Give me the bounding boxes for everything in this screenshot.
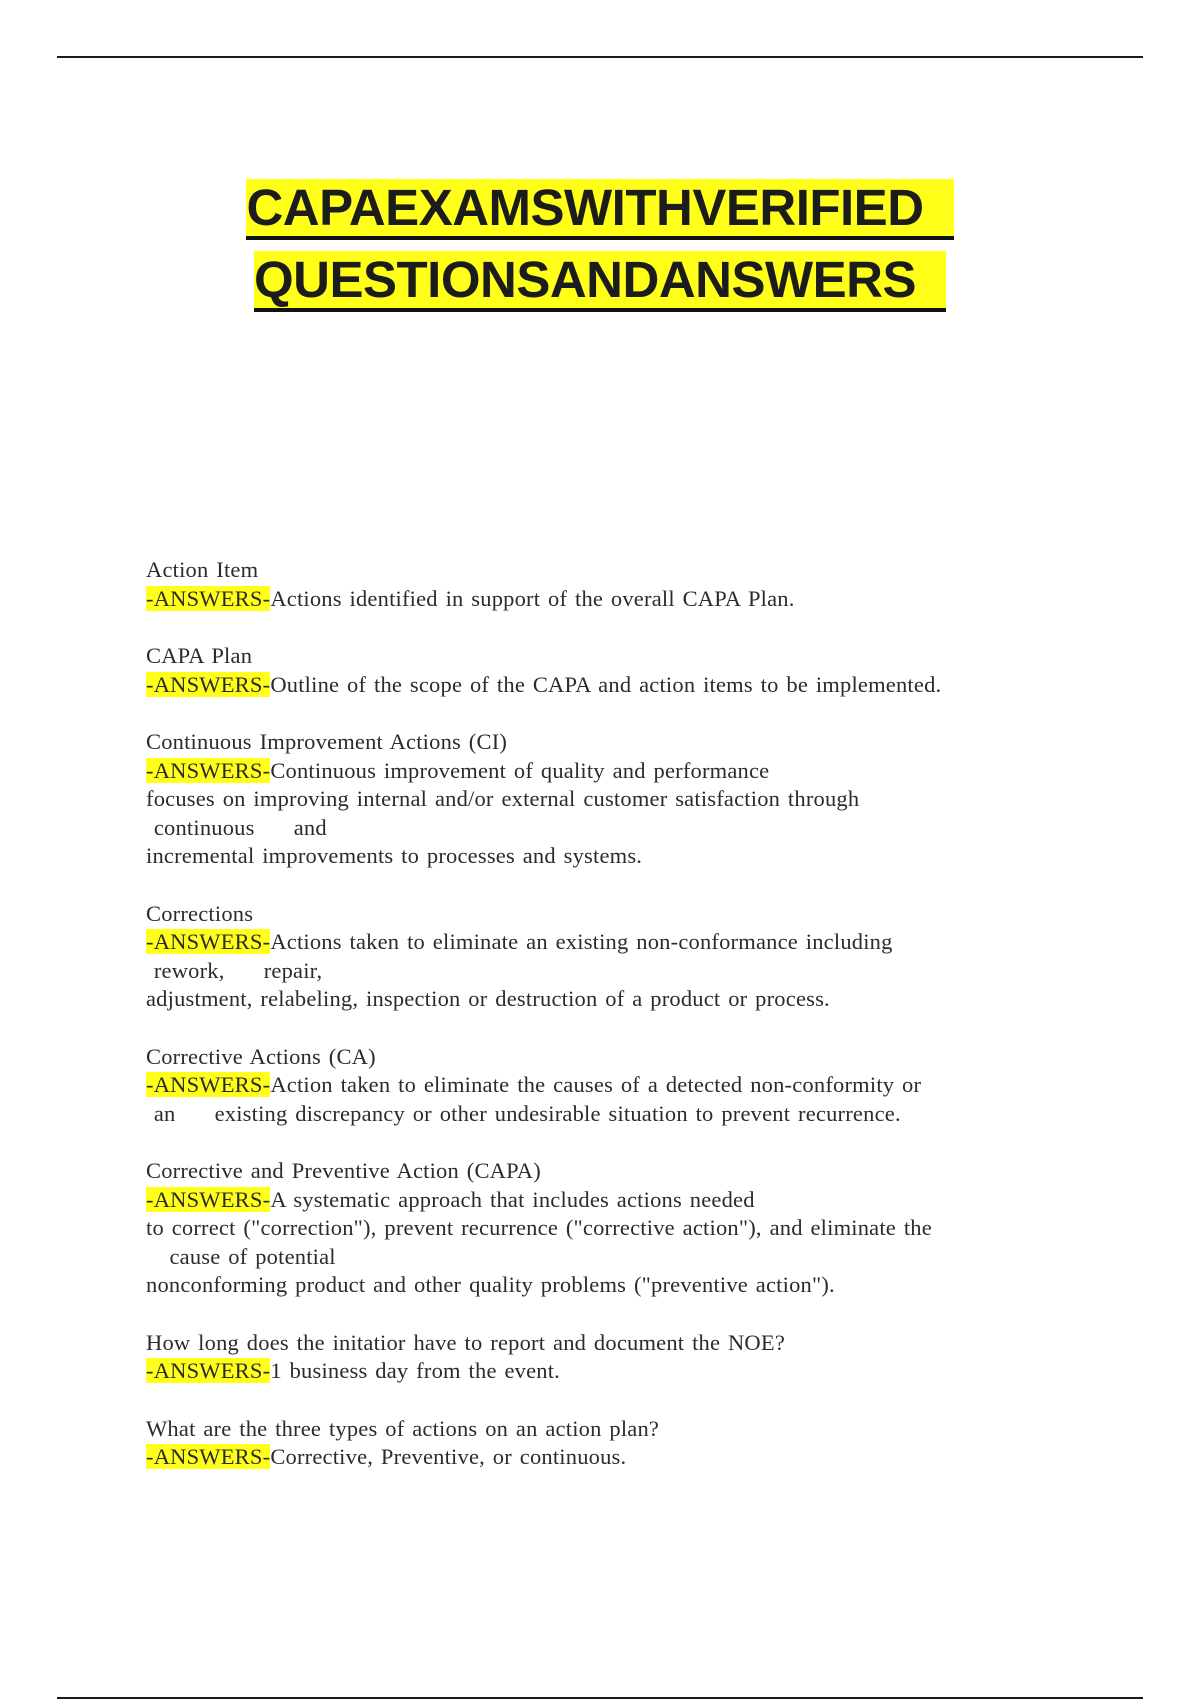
question-text: How long does the initatior have to report and document the NOE? (146, 1329, 786, 1355)
answer-tag: -ANSWERS- (146, 585, 271, 611)
answer-tag: -ANSWERS- (146, 1444, 271, 1469)
answer-first-line (146, 1443, 1086, 1472)
answer-continuation-line: adjustment, relabeling, inspection or destruction of a product or process. (146, 986, 830, 1011)
answer-tag: -ANSWERS- (146, 1186, 271, 1212)
answer-text: Actions identified in support of the overall CAPA Plan. (270, 585, 795, 611)
answer-first-line (146, 1357, 1086, 1386)
title-line-2-text: QUESTIONSANDANSWERS (254, 251, 946, 312)
answer-tag: -ANSWERS- (146, 1072, 271, 1097)
answer-text: Outline of the scope of the CAPA and action items to be implemented. (270, 671, 942, 697)
answer-continuation-line: to correct ("correction"), prevent recurrence ("corrective action"), and eliminate the (146, 1215, 932, 1240)
qa-item (146, 1329, 1086, 1386)
qa-item (146, 1157, 1086, 1300)
qa-list (146, 556, 1086, 1501)
answer-first-line (146, 585, 1086, 614)
answer-first-line (146, 928, 1086, 957)
answer-text: A systematic approach that includes actions needed (270, 1186, 755, 1212)
question-text: Corrective Actions (CA) (146, 1043, 376, 1069)
answer-text: Corrective, Preventive, or continuous. (270, 1444, 627, 1469)
answer-continuation-line: continuous and (146, 814, 327, 840)
qa-item (146, 1043, 1086, 1129)
answer-tag: -ANSWERS- (146, 671, 271, 697)
answer-tag: -ANSWERS- (146, 1358, 271, 1383)
answer-first-line (146, 1071, 1086, 1100)
answer-first-line (146, 671, 1086, 700)
question-text: Corrective and Preventive Action (CAPA) (146, 1158, 541, 1183)
footer-rule (57, 1697, 1143, 1699)
title-line-1-text: CAPAEXAMSWITHVERIFIED (246, 179, 953, 240)
qa-item (146, 1415, 1086, 1472)
title-line-1 (0, 172, 1200, 244)
question-text: Continuous Improvement Actions (CI) (146, 729, 508, 754)
title-line-2 (0, 244, 1200, 316)
qa-item (146, 728, 1086, 871)
answer-tag: -ANSWERS- (146, 757, 271, 783)
answer-continuation-line: rework, repair, (146, 957, 323, 983)
header-rule (57, 56, 1143, 58)
answer-continuation-line: nonconforming product and other quality problems ("preventive action"). (146, 1272, 835, 1297)
answer-continuation-line: cause of potential (146, 1243, 336, 1269)
qa-item (146, 556, 1086, 613)
answer-first-line (146, 757, 1086, 786)
document-title (0, 172, 1200, 316)
answer-text: Actions taken to eliminate an existing non-conformance including (270, 929, 893, 954)
answer-continuation-line: incremental improvements to processes and systems. (146, 843, 643, 868)
question-text: CAPA Plan (146, 643, 253, 668)
answer-first-line (146, 1186, 1086, 1215)
question-text: What are the three types of actions on an action plan? (146, 1415, 660, 1441)
qa-item (146, 900, 1086, 1014)
answer-text: Continuous improvement of quality and performance (270, 757, 770, 783)
answer-continuation-line: focuses on improving internal and/or external customer satisfaction through (146, 786, 860, 811)
answer-text: Action taken to eliminate the causes of a detected non-conformity or (270, 1072, 922, 1097)
answer-continuation-line: an existing discrepancy or other undesirable situation to prevent recurrence. (146, 1100, 901, 1126)
question-text: Corrections (146, 900, 254, 926)
qa-item (146, 642, 1086, 699)
question-text: Action Item (146, 557, 259, 582)
answer-text: 1 business day from the event. (270, 1358, 561, 1383)
answer-tag: -ANSWERS- (146, 929, 271, 954)
